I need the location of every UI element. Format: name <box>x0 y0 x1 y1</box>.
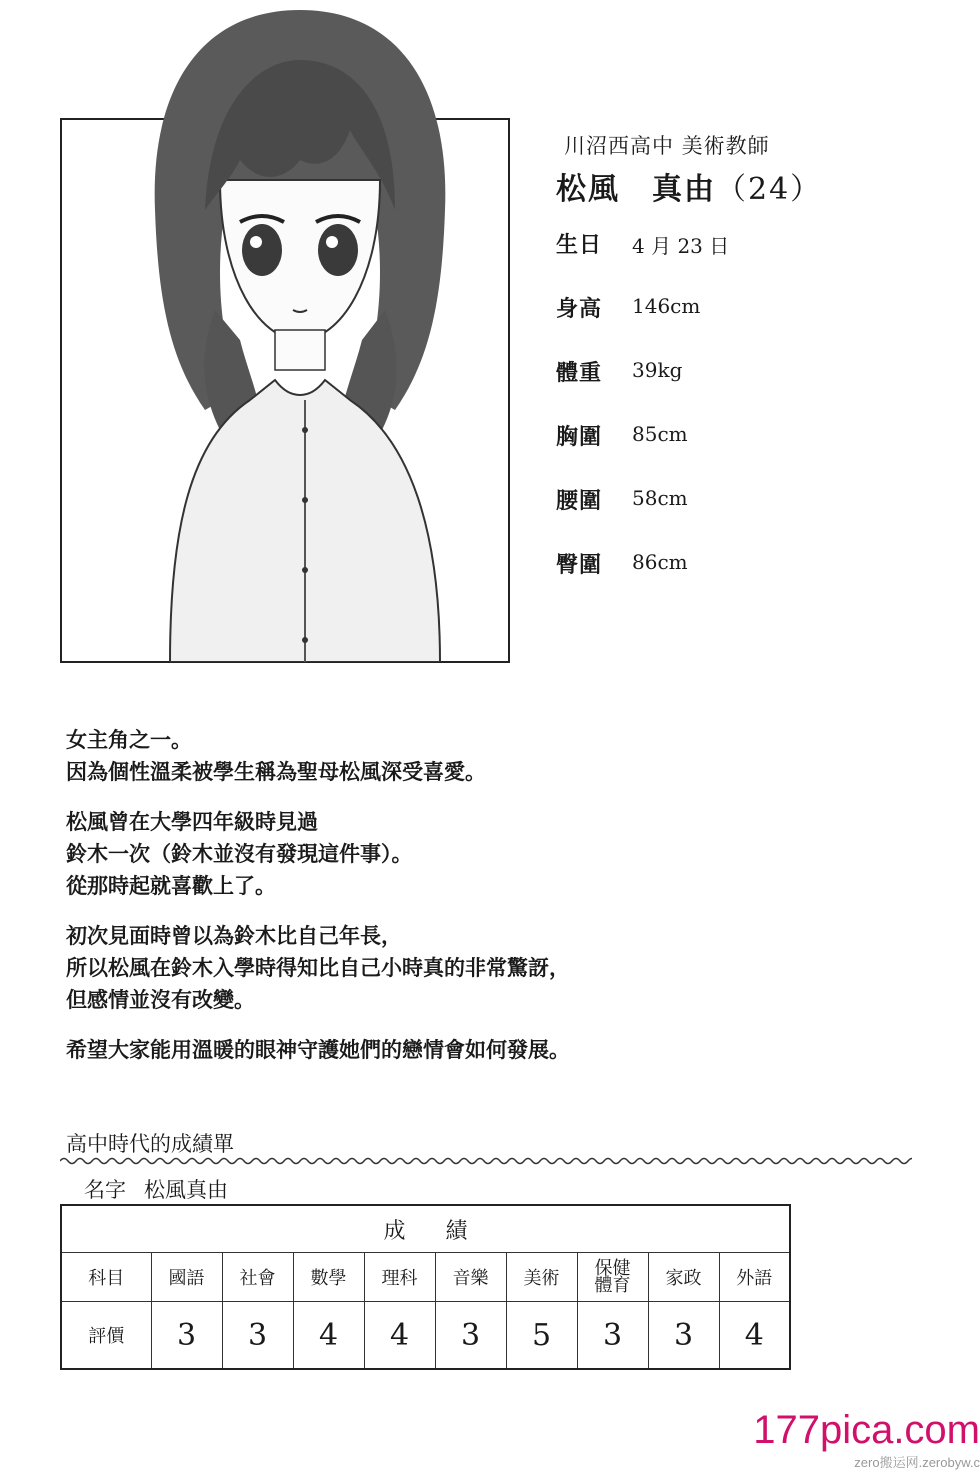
subject-cell: 外語 <box>719 1253 790 1302</box>
score-cell: 3 <box>648 1302 719 1370</box>
score-cell: 4 <box>293 1302 364 1370</box>
subject-cell: 社會 <box>222 1253 293 1302</box>
subject-row-label: 科目 <box>61 1253 151 1302</box>
score-cell: 4 <box>719 1302 790 1370</box>
description-line: 松風曾在大學四年級時見過 <box>66 809 318 834</box>
description-line: 鈴木一次（鈴木並沒有發現這件事）。 <box>66 841 413 866</box>
description-line: 所以松風在鈴木入學時得知比自己小時真的非常驚訝， <box>66 955 570 980</box>
score-cell: 3 <box>577 1302 648 1370</box>
stat-height <box>556 292 700 323</box>
description-line: 女主角之一。 <box>66 727 192 752</box>
description-paragraph <box>66 1034 946 1066</box>
score-cell: 3 <box>151 1302 222 1370</box>
stat-label: 生日 <box>556 232 603 258</box>
description-line: 從那時起就喜歡上了。 <box>66 873 276 898</box>
grades-table <box>60 1204 791 1370</box>
character-name: 松風 真由 <box>556 172 716 207</box>
subject-row <box>61 1253 790 1302</box>
stat-label: 胸圍 <box>556 424 603 450</box>
description-paragraph <box>66 806 946 902</box>
grades-header: 成績 <box>61 1205 790 1253</box>
report-card-title: 高中時代的成績單 <box>66 1132 234 1156</box>
watermark-sub: zero搬运网.zerobyw.c <box>854 1455 980 1470</box>
report-name-label: 名字 <box>84 1178 126 1202</box>
report-name-value: 松風真由 <box>144 1178 228 1202</box>
report-name-line <box>84 1174 228 1204</box>
stat-value: 39kg <box>632 358 683 382</box>
stat-value: 85cm <box>632 422 688 446</box>
character-age: （24） <box>716 172 823 207</box>
stat-weight <box>556 356 682 387</box>
character-name-line <box>556 164 956 208</box>
stat-label: 體重 <box>556 360 603 386</box>
score-cell: 3 <box>222 1302 293 1370</box>
subject-cell: 美術 <box>506 1253 577 1302</box>
subject-cell: 理科 <box>364 1253 435 1302</box>
watermark <box>730 1410 980 1471</box>
school-role: 川沼西高中 美術教師 <box>564 134 770 158</box>
stat-label: 腰圍 <box>556 488 603 514</box>
stat-hip <box>556 548 688 579</box>
score-row-label: 評價 <box>61 1302 151 1370</box>
description-line: 初次見面時曾以為鈴木比自己年長， <box>66 923 402 948</box>
subject-cell: 國語 <box>151 1253 222 1302</box>
description-line: 但感情並沒有改變。 <box>66 987 255 1012</box>
stat-value: 58cm <box>632 486 688 510</box>
stat-waist <box>556 484 688 515</box>
wavy-divider <box>60 1156 912 1166</box>
subject-cell: 保健 體育 <box>577 1253 648 1302</box>
stat-label: 臀圍 <box>556 552 603 578</box>
grades-header-row <box>61 1205 790 1253</box>
character-description <box>66 724 946 1084</box>
subject-cell: 家政 <box>648 1253 719 1302</box>
stat-value: 4 月 23 日 <box>632 234 730 258</box>
profile-panel <box>556 130 956 208</box>
subject-cell: 數學 <box>293 1253 364 1302</box>
description-line: 希望大家能用溫暖的眼神守護她們的戀情會如何發展。 <box>66 1037 570 1062</box>
stat-value: 146cm <box>632 294 701 318</box>
description-paragraph <box>66 920 946 1016</box>
score-row <box>61 1302 790 1370</box>
description-line: 因為個性溫柔被學生稱為聖母松風深受喜愛。 <box>66 759 486 784</box>
character-illustration <box>110 10 490 662</box>
stat-bust <box>556 420 688 451</box>
score-cell: 3 <box>435 1302 506 1370</box>
score-cell: 5 <box>506 1302 577 1370</box>
stat-birthday <box>556 228 729 259</box>
watermark-main: 177pica.com <box>753 1408 980 1452</box>
stat-label: 身高 <box>556 296 603 322</box>
subject-cell: 音樂 <box>435 1253 506 1302</box>
stat-value: 86cm <box>632 550 688 574</box>
score-cell: 4 <box>364 1302 435 1370</box>
description-paragraph <box>66 724 946 788</box>
